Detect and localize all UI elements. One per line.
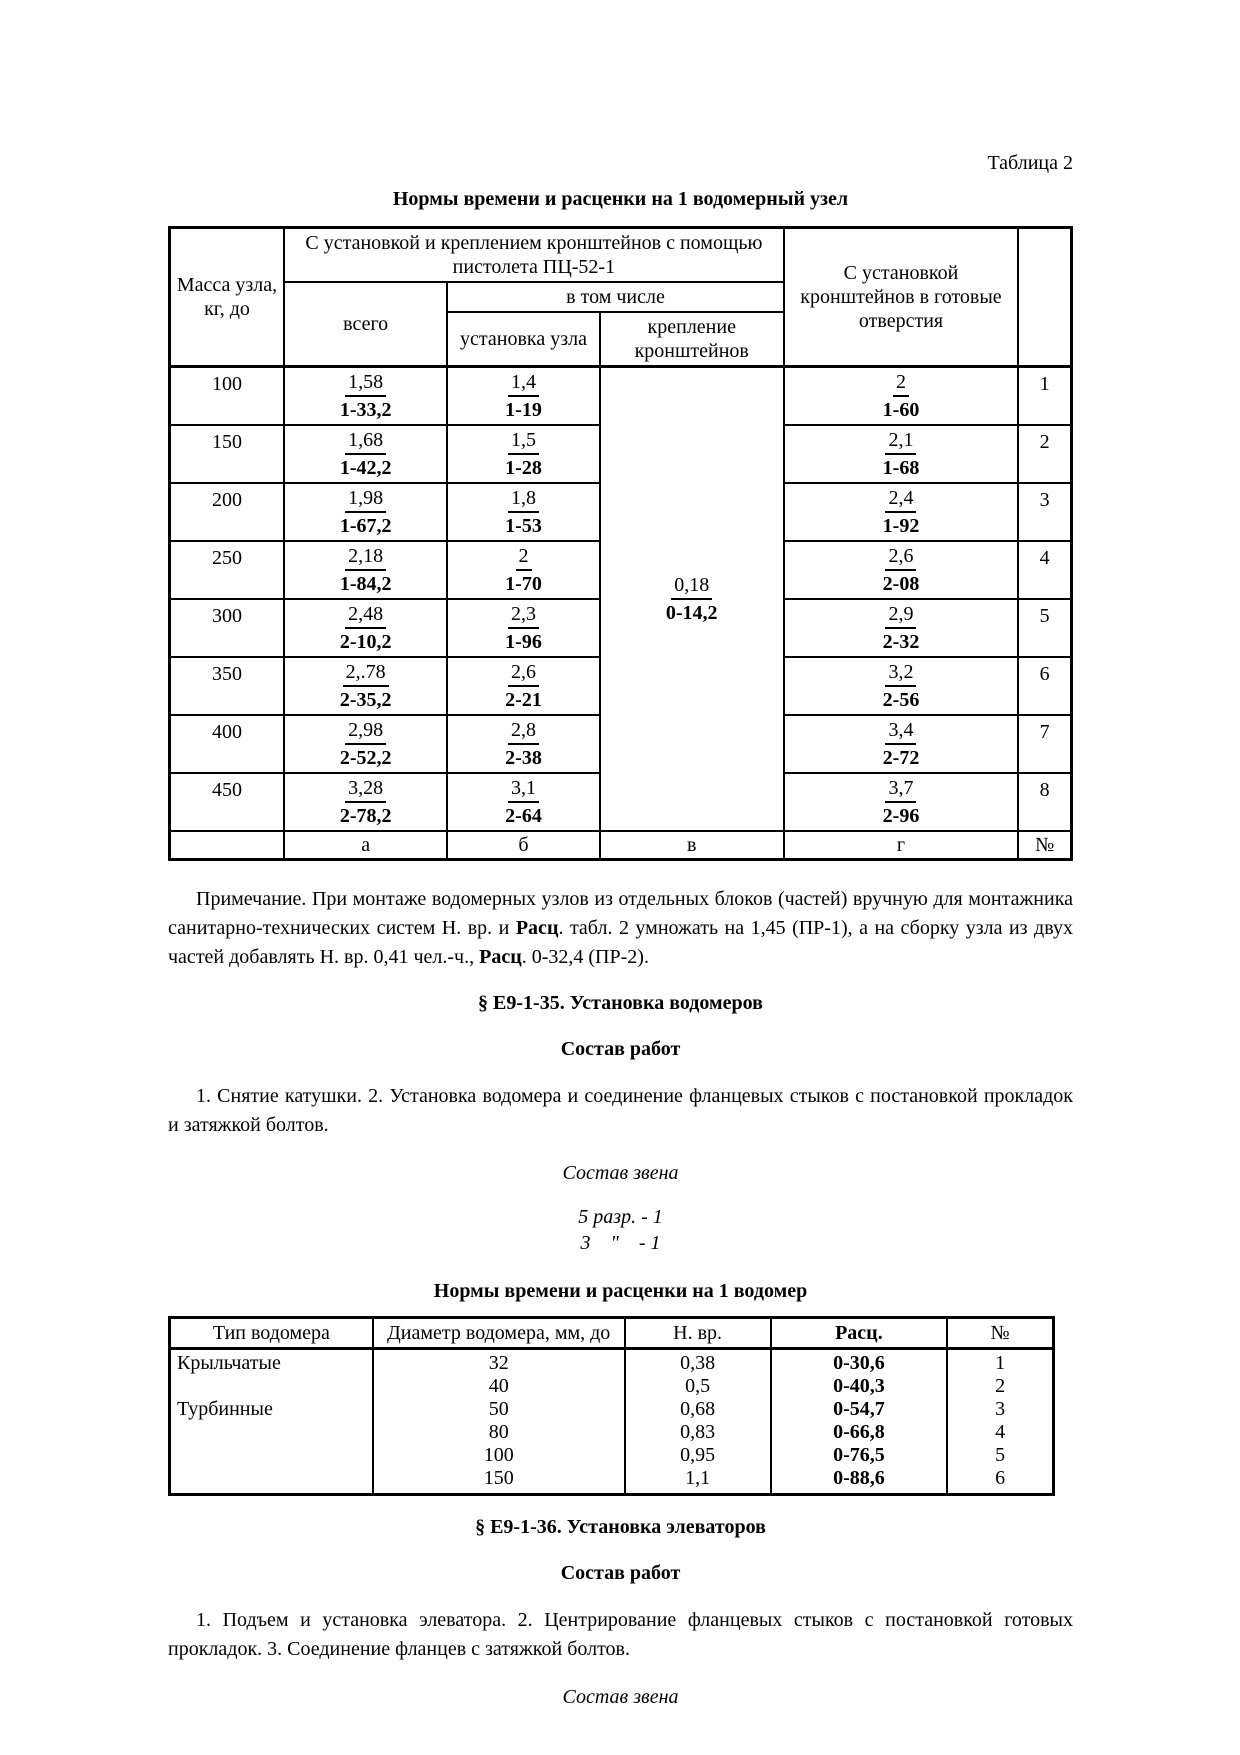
cell-row-num: 6 bbox=[1018, 657, 1071, 715]
cell-rasc: 0-30,6 bbox=[771, 1349, 948, 1376]
cell-num: 2 bbox=[947, 1375, 1053, 1398]
works-composition-text: 1. Подъем и установка элеватора. 2. Центрирование фланцевых стыков с постановкой готовых прокладок. 3. Соединение фланцев с затяжкой болтов. bbox=[168, 1609, 1073, 1660]
header-cell-ready-holes: С установкой кронштейнов в готовые отверстия bbox=[784, 228, 1019, 367]
norms-table-water-meter bbox=[168, 1316, 1055, 1496]
cell-install bbox=[447, 657, 599, 715]
table-row bbox=[170, 1375, 1054, 1398]
cell-install bbox=[447, 483, 599, 541]
table1-header bbox=[170, 228, 1072, 367]
nvr-value: 2,1 bbox=[885, 429, 916, 455]
cell-type bbox=[170, 1375, 373, 1398]
rasc-value: 1-19 bbox=[505, 399, 542, 421]
works-composition-title: Состав работ bbox=[560, 1038, 681, 1060]
rasc-value: 1-96 bbox=[505, 631, 542, 653]
cell-rasc: 0-76,5 bbox=[771, 1444, 948, 1467]
cell-install bbox=[447, 425, 599, 483]
rasc-value: 2-08 bbox=[882, 573, 920, 595]
cell-install bbox=[447, 773, 599, 831]
cell-total bbox=[284, 541, 447, 599]
rasc-value: 2-32 bbox=[882, 631, 920, 653]
cell-holes bbox=[784, 715, 1019, 773]
nvr-value: 1,98 bbox=[345, 487, 386, 513]
header-cell-diameter: Диаметр водомера, мм, до bbox=[373, 1318, 625, 1349]
rasc-value: 2-10,2 bbox=[339, 631, 392, 653]
norms-table-water-unit bbox=[168, 226, 1073, 861]
cell-total bbox=[284, 483, 447, 541]
cell-nvr: 0,5 bbox=[625, 1375, 771, 1398]
nvr-value: 3,4 bbox=[885, 719, 916, 745]
cell-type bbox=[170, 1444, 373, 1467]
cell-nvr: 1,1 bbox=[625, 1467, 771, 1495]
note-text: . табл. 2 умножать на 1,45 (ПР-1), а на сборку узла из двух частей добавлять Н. вр. 0,41 чел.-ч., bbox=[168, 917, 1073, 968]
table1-body bbox=[170, 367, 1072, 860]
cell-type bbox=[170, 1467, 373, 1495]
rasc-value: 2-38 bbox=[505, 747, 542, 769]
cell-mass: 100 bbox=[170, 367, 285, 426]
table2-title: Нормы времени и расценки на 1 водомер bbox=[433, 1280, 808, 1302]
header-cell-including: в том числе bbox=[447, 282, 783, 312]
cell-install bbox=[447, 367, 599, 426]
cell-total bbox=[284, 599, 447, 657]
cell-mass: 400 bbox=[170, 715, 285, 773]
footer-cell-a: а bbox=[284, 831, 447, 860]
nvr-value: 2,4 bbox=[885, 487, 916, 513]
note-bold-rasc: Расц bbox=[479, 946, 522, 968]
cell-holes bbox=[784, 773, 1019, 831]
cell-rasc: 0-54,7 bbox=[771, 1398, 948, 1421]
cell-num: 4 bbox=[947, 1421, 1053, 1444]
cell-type: Турбинные bbox=[170, 1398, 373, 1421]
nvr-value: 1,68 bbox=[345, 429, 386, 455]
rasc-value: 1-84,2 bbox=[339, 573, 392, 595]
table-row bbox=[170, 228, 1072, 283]
rasc-value: 1-67,2 bbox=[339, 515, 392, 537]
header-cell-num: № bbox=[947, 1318, 1053, 1349]
table-row bbox=[170, 1444, 1054, 1467]
footer-cell-v: в bbox=[600, 831, 784, 860]
cell-holes bbox=[784, 483, 1019, 541]
cell-row-num: 8 bbox=[1018, 773, 1071, 831]
nvr-value: 2,8 bbox=[508, 719, 539, 745]
cell-holes bbox=[784, 599, 1019, 657]
cell-install bbox=[447, 541, 599, 599]
header-cell-total: всего bbox=[284, 282, 447, 367]
cell-total bbox=[284, 773, 447, 831]
crew-composition-title: Состав звена bbox=[562, 1686, 679, 1708]
works-composition-title: Состав работ bbox=[560, 1562, 681, 1584]
nvr-value: 2,9 bbox=[885, 603, 916, 629]
rasc-value: 2-56 bbox=[882, 689, 920, 711]
table-row bbox=[170, 1349, 1054, 1376]
cell-mass: 300 bbox=[170, 599, 285, 657]
header-cell-pistol-group: С установкой и креплением кронштейнов с помощью пистолета ПЦ-52-1 bbox=[284, 228, 784, 283]
nvr-value: 2,48 bbox=[345, 603, 386, 629]
cell-mass: 250 bbox=[170, 541, 285, 599]
cell-mass: 200 bbox=[170, 483, 285, 541]
cell-row-num: 7 bbox=[1018, 715, 1071, 773]
works-composition-text: 1. Снятие катушки. 2. Установка водомера и соединение фланцевых стыков с постановкой прокладок и затяжкой болтов. bbox=[168, 1085, 1073, 1136]
cell-nvr: 0,95 bbox=[625, 1444, 771, 1467]
cell-install bbox=[447, 599, 599, 657]
header-cell-mass: Масса узла, кг, до bbox=[170, 228, 285, 367]
table-number-label: Таблица 2 bbox=[987, 152, 1073, 174]
rasc-value: 1-92 bbox=[882, 515, 920, 537]
nvr-value: 3,7 bbox=[885, 777, 916, 803]
note-text: . 0-32,4 (ПР-2). bbox=[521, 946, 649, 968]
nvr-value: 1,4 bbox=[508, 371, 539, 397]
rasc-value: 1-60 bbox=[882, 399, 920, 421]
note-text: Примечание. При монтаже водомерных узлов из отдельных блоков (частей) вручную для монтажника санитарно-технических систем Н. вр. и bbox=[168, 888, 1073, 939]
cell-diameter: 50 bbox=[373, 1398, 625, 1421]
cell-num: 5 bbox=[947, 1444, 1053, 1467]
cell-bracket-fix-merged bbox=[600, 367, 784, 832]
table2-body bbox=[170, 1349, 1054, 1495]
cell-rasc: 0-66,8 bbox=[771, 1421, 948, 1444]
nvr-value: 1,58 bbox=[345, 371, 386, 397]
header-cell-num-blank bbox=[1018, 228, 1071, 367]
cell-total bbox=[284, 715, 447, 773]
cell-install bbox=[447, 715, 599, 773]
header-cell-rasc: Расц. bbox=[771, 1318, 948, 1349]
crew-composition-title: Состав звена bbox=[562, 1162, 679, 1184]
nvr-value: 2,18 bbox=[345, 545, 386, 571]
header-cell-nvr: Н. вр. bbox=[625, 1318, 771, 1349]
table2-header bbox=[170, 1318, 1054, 1349]
table-row bbox=[170, 1421, 1054, 1444]
rasc-value: 2-21 bbox=[505, 689, 542, 711]
rasc-value: 2-96 bbox=[882, 805, 920, 827]
cell-nvr: 0,68 bbox=[625, 1398, 771, 1421]
nvr-value: 2,3 bbox=[508, 603, 539, 629]
cell-nvr: 0,38 bbox=[625, 1349, 771, 1376]
header-cell-bracket-fix: крепление кронштейнов bbox=[600, 312, 784, 367]
rasc-value: 2-52,2 bbox=[339, 747, 392, 769]
rasc-value: 2-78,2 bbox=[339, 805, 392, 827]
nvr-value: 1,5 bbox=[508, 429, 539, 455]
cell-rasc: 0-40,3 bbox=[771, 1375, 948, 1398]
nvr-value: 1,8 bbox=[508, 487, 539, 513]
nvr-value: 3,1 bbox=[508, 777, 539, 803]
crew-composition-lines bbox=[168, 1204, 1073, 1256]
header-cell-type: Тип водомера bbox=[170, 1318, 373, 1349]
rasc-value: 1-53 bbox=[505, 515, 542, 537]
table-row bbox=[170, 1467, 1054, 1495]
cell-diameter: 40 bbox=[373, 1375, 625, 1398]
table-row bbox=[170, 1398, 1054, 1421]
nvr-value: 0,18 bbox=[671, 574, 712, 600]
nvr-value: 2,6 bbox=[885, 545, 916, 571]
rasc-value: 1-70 bbox=[505, 573, 542, 595]
nvr-value: 2,98 bbox=[345, 719, 386, 745]
table-row bbox=[170, 367, 1072, 426]
cell-total bbox=[284, 425, 447, 483]
nvr-value: 2 bbox=[516, 545, 532, 571]
cell-mass: 450 bbox=[170, 773, 285, 831]
table-row bbox=[170, 831, 1072, 860]
cell-diameter: 32 bbox=[373, 1349, 625, 1376]
crew-line: 3 " - 1 bbox=[580, 1232, 661, 1254]
cell-holes bbox=[784, 367, 1019, 426]
cell-total bbox=[284, 657, 447, 715]
rasc-value: 0-14,2 bbox=[665, 602, 718, 624]
cell-type bbox=[170, 1421, 373, 1444]
footer-cell-num: № bbox=[1018, 831, 1071, 860]
rasc-value: 2-64 bbox=[505, 805, 542, 827]
cell-holes bbox=[784, 541, 1019, 599]
section-e9-1-36-heading: § Е9-1-36. Установка элеваторов bbox=[475, 1516, 766, 1538]
note-bold-rasc: Расц bbox=[515, 917, 559, 939]
nvr-value: 3,2 bbox=[885, 661, 916, 687]
cell-mass: 150 bbox=[170, 425, 285, 483]
footer-cell-blank bbox=[170, 831, 285, 860]
cell-row-num: 4 bbox=[1018, 541, 1071, 599]
rasc-value: 1-33,2 bbox=[339, 399, 392, 421]
footer-cell-g: г bbox=[784, 831, 1019, 860]
nvr-value: 2,6 bbox=[508, 661, 539, 687]
cell-nvr: 0,83 bbox=[625, 1421, 771, 1444]
cell-total bbox=[284, 367, 447, 426]
crew-line: 5 разр. - 1 bbox=[578, 1206, 663, 1228]
cell-diameter: 150 bbox=[373, 1467, 625, 1495]
cell-num: 3 bbox=[947, 1398, 1053, 1421]
section-e9-1-35-heading: § Е9-1-35. Установка водомеров bbox=[478, 992, 763, 1014]
rasc-value: 1-28 bbox=[505, 457, 542, 479]
cell-row-num: 5 bbox=[1018, 599, 1071, 657]
note-paragraph bbox=[168, 885, 1073, 972]
rasc-value: 2-72 bbox=[882, 747, 920, 769]
nvr-value: 2 bbox=[893, 371, 909, 397]
rasc-value: 1-42,2 bbox=[339, 457, 392, 479]
cell-diameter: 80 bbox=[373, 1421, 625, 1444]
nvr-value: 2,.78 bbox=[343, 661, 389, 687]
cell-row-num: 3 bbox=[1018, 483, 1071, 541]
footer-cell-b: б bbox=[447, 831, 599, 860]
rasc-value: 1-68 bbox=[882, 457, 920, 479]
cell-row-num: 2 bbox=[1018, 425, 1071, 483]
table-row bbox=[170, 1318, 1054, 1349]
header-cell-unit-install: установка узла bbox=[447, 312, 599, 367]
cell-holes bbox=[784, 425, 1019, 483]
nvr-value: 3,28 bbox=[345, 777, 386, 803]
cell-row-num: 1 bbox=[1018, 367, 1071, 426]
rasc-value: 2-35,2 bbox=[339, 689, 392, 711]
cell-mass: 350 bbox=[170, 657, 285, 715]
cell-num: 1 bbox=[947, 1349, 1053, 1376]
cell-type: Крыльчатые bbox=[170, 1349, 373, 1376]
cell-num: 6 bbox=[947, 1467, 1053, 1495]
table1-title: Нормы времени и расценки на 1 водомерный узел bbox=[392, 188, 849, 210]
cell-rasc: 0-88,6 bbox=[771, 1467, 948, 1495]
cell-diameter: 100 bbox=[373, 1444, 625, 1467]
cell-holes bbox=[784, 657, 1019, 715]
